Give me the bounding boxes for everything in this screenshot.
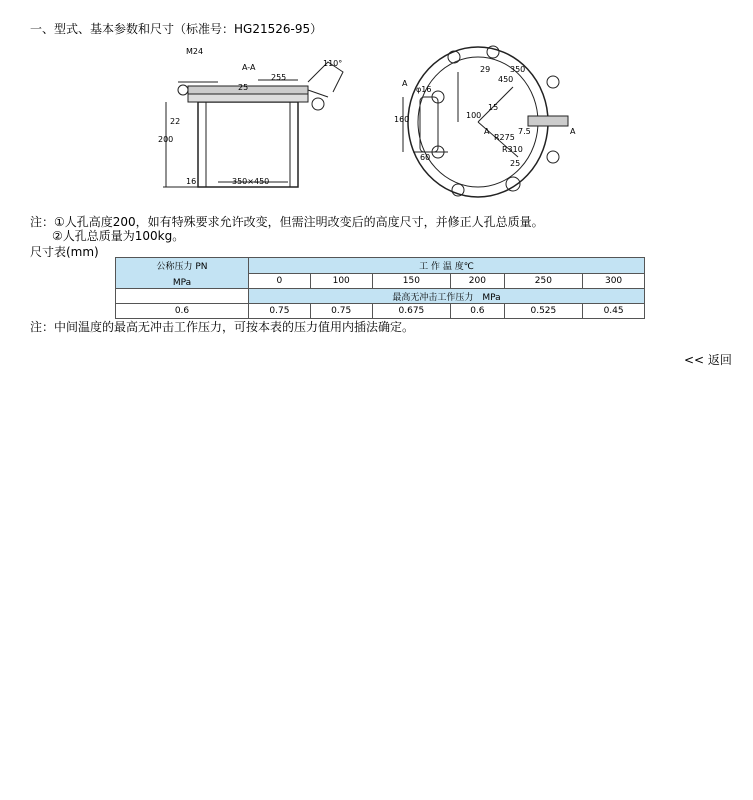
header-max-pressure: 最高无冲击工作压力 MPa [249,289,645,304]
label-7-5: 7.5 [518,127,531,136]
label-a-center: A [484,127,490,136]
label-25b: 25 [510,159,521,168]
cell-p5: 0.45 [583,304,645,319]
label-60: 60 [420,153,431,162]
temp-200: 200 [451,273,504,289]
label-16: 16 [186,177,197,186]
label-section: A-A [242,63,256,72]
label-29: 29 [480,65,491,74]
back-link[interactable]: << 返回 [684,353,732,367]
cell-p2: 0.675 [372,304,451,319]
note-1: 注：①人孔高度200，如有特殊要求允许改变，但需注明改变后的高度尺寸，并修正人孔总质量。 [30,215,544,229]
table-title: 尺寸表(mm) [30,245,99,259]
label-25: 25 [238,83,249,92]
label-angle110: 110° [323,59,343,68]
label-22: 22 [170,117,181,126]
page-heading: 一、型式、基本参数和尺寸（标准号：HG21526-95） [30,22,323,36]
label-m24: M24 [186,47,204,56]
cell-pn: 0.6 [116,304,249,319]
temp-0: 0 [249,273,311,289]
label-phi16: φ16 [416,85,432,94]
temp-100: 100 [310,273,372,289]
label-200: 200 [158,135,174,144]
label-a-right: A [570,127,576,136]
spec-table [115,257,645,319]
cell-p0: 0.75 [249,304,311,319]
manhole-drawing [158,42,578,202]
header-pn: 公称压力 PN MPa [116,258,249,289]
label-160: 160 [394,115,410,124]
temp-300: 300 [583,273,645,289]
note-2: ②人孔总质量为100kg。 [52,229,185,243]
label-100: 100 [466,111,482,120]
label-350: 350 [510,65,526,74]
label-a-top: A [402,79,408,88]
label-15: 15 [488,103,499,112]
temp-250: 250 [504,273,583,289]
cell-p1: 0.75 [310,304,372,319]
label-255: 255 [271,73,287,82]
cell-p4: 0.525 [504,304,583,319]
label-r275: R275 [494,133,515,142]
temp-150: 150 [372,273,451,289]
note-3: 注：中间温度的最高无冲击工作压力，可按本表的压力值用内插法确定。 [30,320,415,334]
cell-p3: 0.6 [451,304,504,319]
label-450: 450 [498,75,514,84]
label-350x450: 350×450 [232,177,270,186]
label-r310: R310 [502,145,523,154]
header-temp: 工 作 温 度℃ [249,258,645,274]
